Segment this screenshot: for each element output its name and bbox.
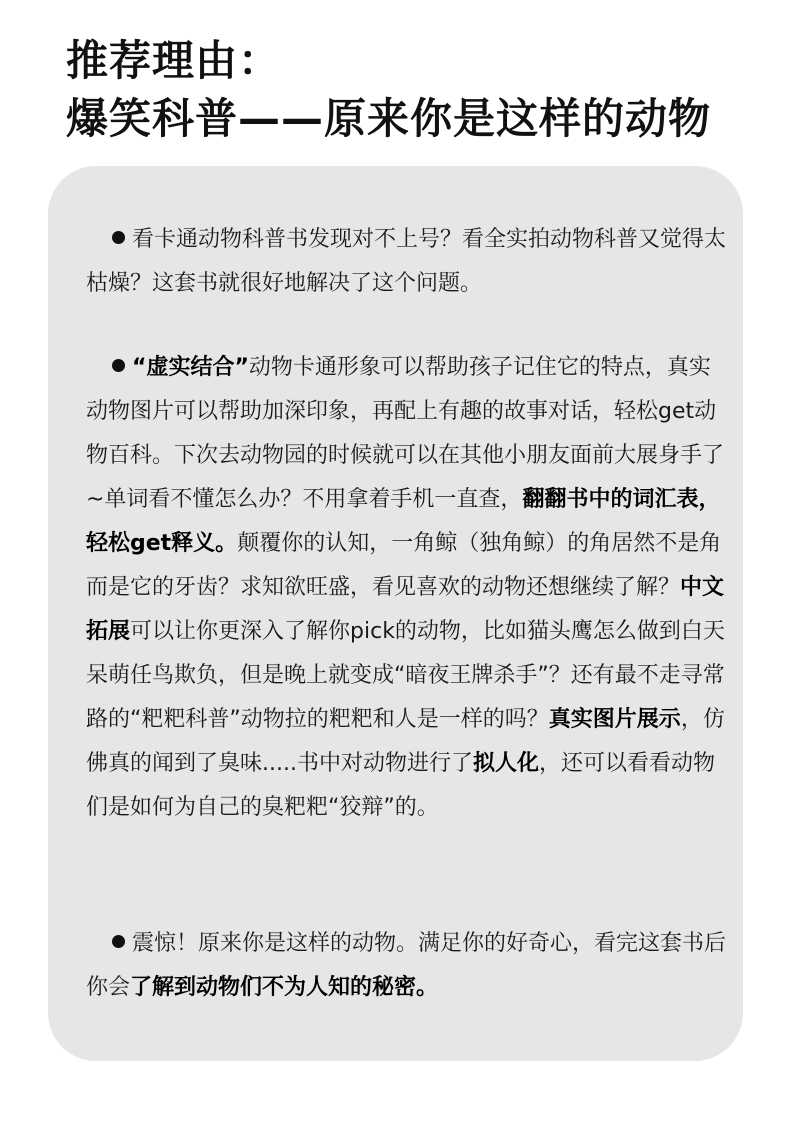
paragraph-2-text-c: 可以让你更深入了解你pick的动物，比如猫头鹰怎么做到白天呆萌任鸟欺负，但是晚上就变成“暗夜王牌杀手”？还有最不走寻常路的“粑粑科普”动物拉的粑粑和人是一样的吗？: [86, 619, 725, 732]
paragraph-2: [86, 346, 726, 830]
bullet-dot-icon: [112, 231, 125, 244]
recommendation-card: [48, 166, 743, 1061]
paragraph-3-text: 震惊！原来你是这样的动物。满足你的好奇心，看完这套书后你会: [86, 931, 727, 1000]
bullet-dot-icon: [112, 359, 125, 372]
highlight-chinese-extension: 中文拓展: [86, 575, 725, 644]
heading-title-line-1: 推荐理由：: [66, 36, 282, 85]
highlight-virtual-real: “虚实结合”: [132, 355, 249, 380]
paragraph-2-text-e: ，还可以看看动物们是如何为自己的臭粑粑“狡辩”的。: [86, 751, 715, 820]
paragraph-1-text: 看卡通动物科普书发现对不上号？看全实拍动物科普又觉得太枯燥？这套书就很好地解决了这个问题。: [86, 227, 727, 296]
paragraph-2-text-d: ，仿佛真的闻到了臭味.....书中对动物进行了: [86, 707, 725, 776]
paragraph-1: [86, 218, 726, 306]
bullet-dot-icon: [112, 935, 125, 948]
heading-title-line-2: 爆笑科普——原来你是这样的动物: [66, 94, 712, 143]
highlight-real-photos: 真实图片展示: [548, 707, 681, 732]
highlight-personification: 拟人化: [472, 751, 539, 776]
paragraph-2-text-b: 颠覆你的认知，一角鲸（独角鲸）的角居然不是角而是它的牙齿？求知欲旺盛，看见喜欢的动物还想继续了解？: [86, 531, 722, 600]
highlight-secrets: 了解到动物们不为人知的秘密。: [130, 975, 439, 1000]
page-heading: [66, 32, 766, 148]
paragraph-3: [86, 922, 726, 1010]
paragraph-2-text-a: 动物卡通形象可以帮助孩子记住它的特点，真实动物图片可以帮助加深印象，再配上有趣的故事对话，轻松get动物百科。下次去动物园的时候就可以在其他小朋友面前大展身手了~单词看不懂怎么办？不用拿着手机一直查，: [86, 355, 725, 512]
highlight-glossary: 翻翻书中的词汇表，轻松get释义。: [86, 487, 721, 556]
